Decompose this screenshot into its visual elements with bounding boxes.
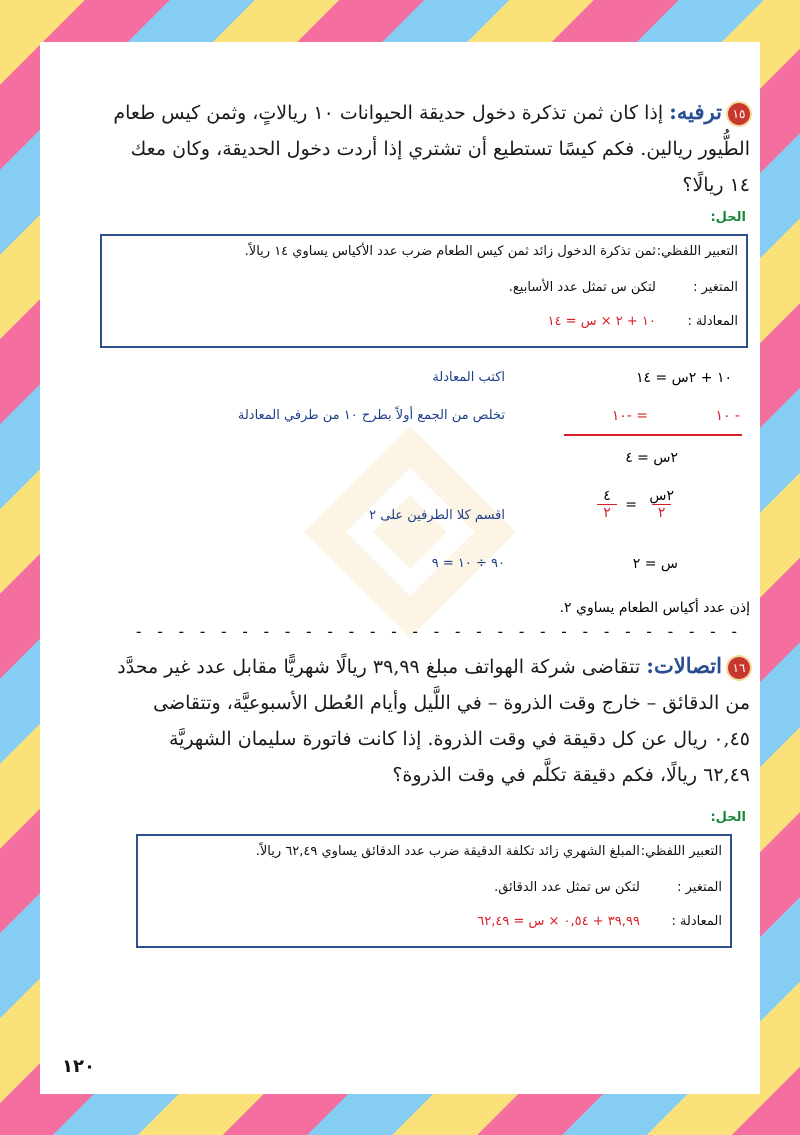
step-1-hint: اكتب المعادلة (432, 370, 505, 385)
fraction-denominator: ٢ (652, 504, 672, 521)
step-2-right: = -١٠ (611, 408, 648, 424)
fraction-denominator: ٢ (597, 504, 617, 521)
solution-box-15 (100, 234, 748, 348)
step-2-hint: تخلص من الجمع أولاً بطرح ١٠ من طرفي المعادلة (237, 408, 505, 423)
equation-label: المعادلة : (671, 914, 722, 929)
equation-row (548, 314, 738, 329)
fraction-left (645, 488, 678, 521)
verbal-label: التعبير اللفظي: (656, 244, 738, 259)
variable-value: لتكن س تمثل عدد الأسابيع. (508, 280, 656, 295)
problem-topic: اتصالات: (646, 653, 722, 678)
variable-value: لتكن س تمثل عدد الدقائق. (494, 880, 640, 895)
problem-text-line: ١٤ ريالًا؟ (682, 174, 750, 196)
problem-15 (60, 94, 750, 203)
solution-box-16 (136, 834, 732, 948)
separator-dashes: - - - - - - - - - - - - - - - - - - - - - - - - - - - - - (133, 622, 740, 641)
verbal-row (245, 244, 738, 259)
step-2-left: - ١٠ (715, 408, 740, 424)
conclusion-text: إذن عدد أكياس الطعام يساوي ٢. (559, 600, 750, 616)
equation-label: المعادلة : (687, 314, 738, 329)
variable-label: المتغير : (693, 280, 738, 295)
step-4-hint: اقسم كلا الطرفين على ٢ (369, 508, 505, 523)
fraction-numerator: ٤ (603, 488, 611, 504)
fraction-numerator: ٢س (649, 488, 674, 504)
problem-number-badge: ١٦ (728, 657, 750, 679)
solution-label: الحل: (710, 810, 746, 825)
equation-value: ٣٩,٩٩ + ٠,٥٤ × س = ٦٢,٤٩ (477, 914, 640, 929)
verbal-label: التعبير اللفظي: (640, 844, 722, 859)
step-5-equation: س = ٢ (632, 556, 678, 572)
watermark-logo (295, 417, 525, 647)
problem-16 (60, 648, 750, 793)
variable-row (509, 280, 738, 295)
subtraction-line (564, 434, 742, 436)
step-1-equation: ١٠ + ٢س = ١٤ (636, 370, 732, 386)
problem-text-line: ٦٢,٤٩ ريالًا، فكم دقيقة تكلَّم في وقت الذروة؟ (392, 764, 750, 786)
problem-16-line-1 (60, 648, 750, 685)
problem-15-line-1 (60, 94, 750, 131)
equals-sign: = (625, 496, 637, 513)
verbal-value: ثمن تذكرة الدخول زائد ثمن كيس الطعام ضرب عدد الأكياس يساوي ١٤ ريالاً. (244, 244, 656, 259)
problem-text-line: من الدقائق – خارج وقت الذروة – في اللَّيل وأيام العُطل الأسبوعيَّة، وتتقاضى (153, 692, 750, 714)
equation-value: ١٠ + ٢ × س = ١٤ (547, 314, 656, 329)
step-5-calculation: ٩٠ ÷ ١٠ = ٩ (431, 556, 505, 571)
fraction-right (597, 488, 617, 521)
problem-topic: ترفيه: (669, 99, 722, 124)
page-sheet (40, 42, 760, 1094)
verbal-value: المبلغ الشهري زائد تكلفة الدقيقة ضرب عدد الدقائق يساوي ٦٢,٤٩ ريالاً. (255, 844, 640, 859)
solution-label: الحل: (710, 210, 746, 225)
page-number: ١٢٠ (62, 1056, 95, 1077)
problem-text-line: ٠,٤٥ ريال عن كل دقيقة في وقت الذروة. إذا كانت فاتورة سليمان الشهريَّة (168, 728, 750, 750)
equation-row (477, 914, 722, 929)
problem-text-line: الطُّيور ريالين. فكم كيسًا تستطيع أن تشتري إذا أردت دخول الحديقة، وكان معك (130, 138, 750, 160)
problem-number-badge: ١٥ (728, 103, 750, 125)
verbal-row (256, 844, 722, 859)
step-4-fraction-equation (597, 488, 678, 521)
problem-text-line: إذا كان ثمن تذكرة دخول حديقة الحيوانات ١٠ ريالاتٍ، وثمن كيس طعام (113, 102, 664, 124)
variable-label: المتغير : (677, 880, 722, 895)
variable-row (494, 880, 722, 895)
step-3-equation: ٢س = ٤ (625, 450, 678, 466)
problem-text-line: تتقاضى شركة الهواتف مبلغ ٣٩,٩٩ ريالًا شهريًّا مقابل عدد غير محدَّد (117, 656, 641, 678)
